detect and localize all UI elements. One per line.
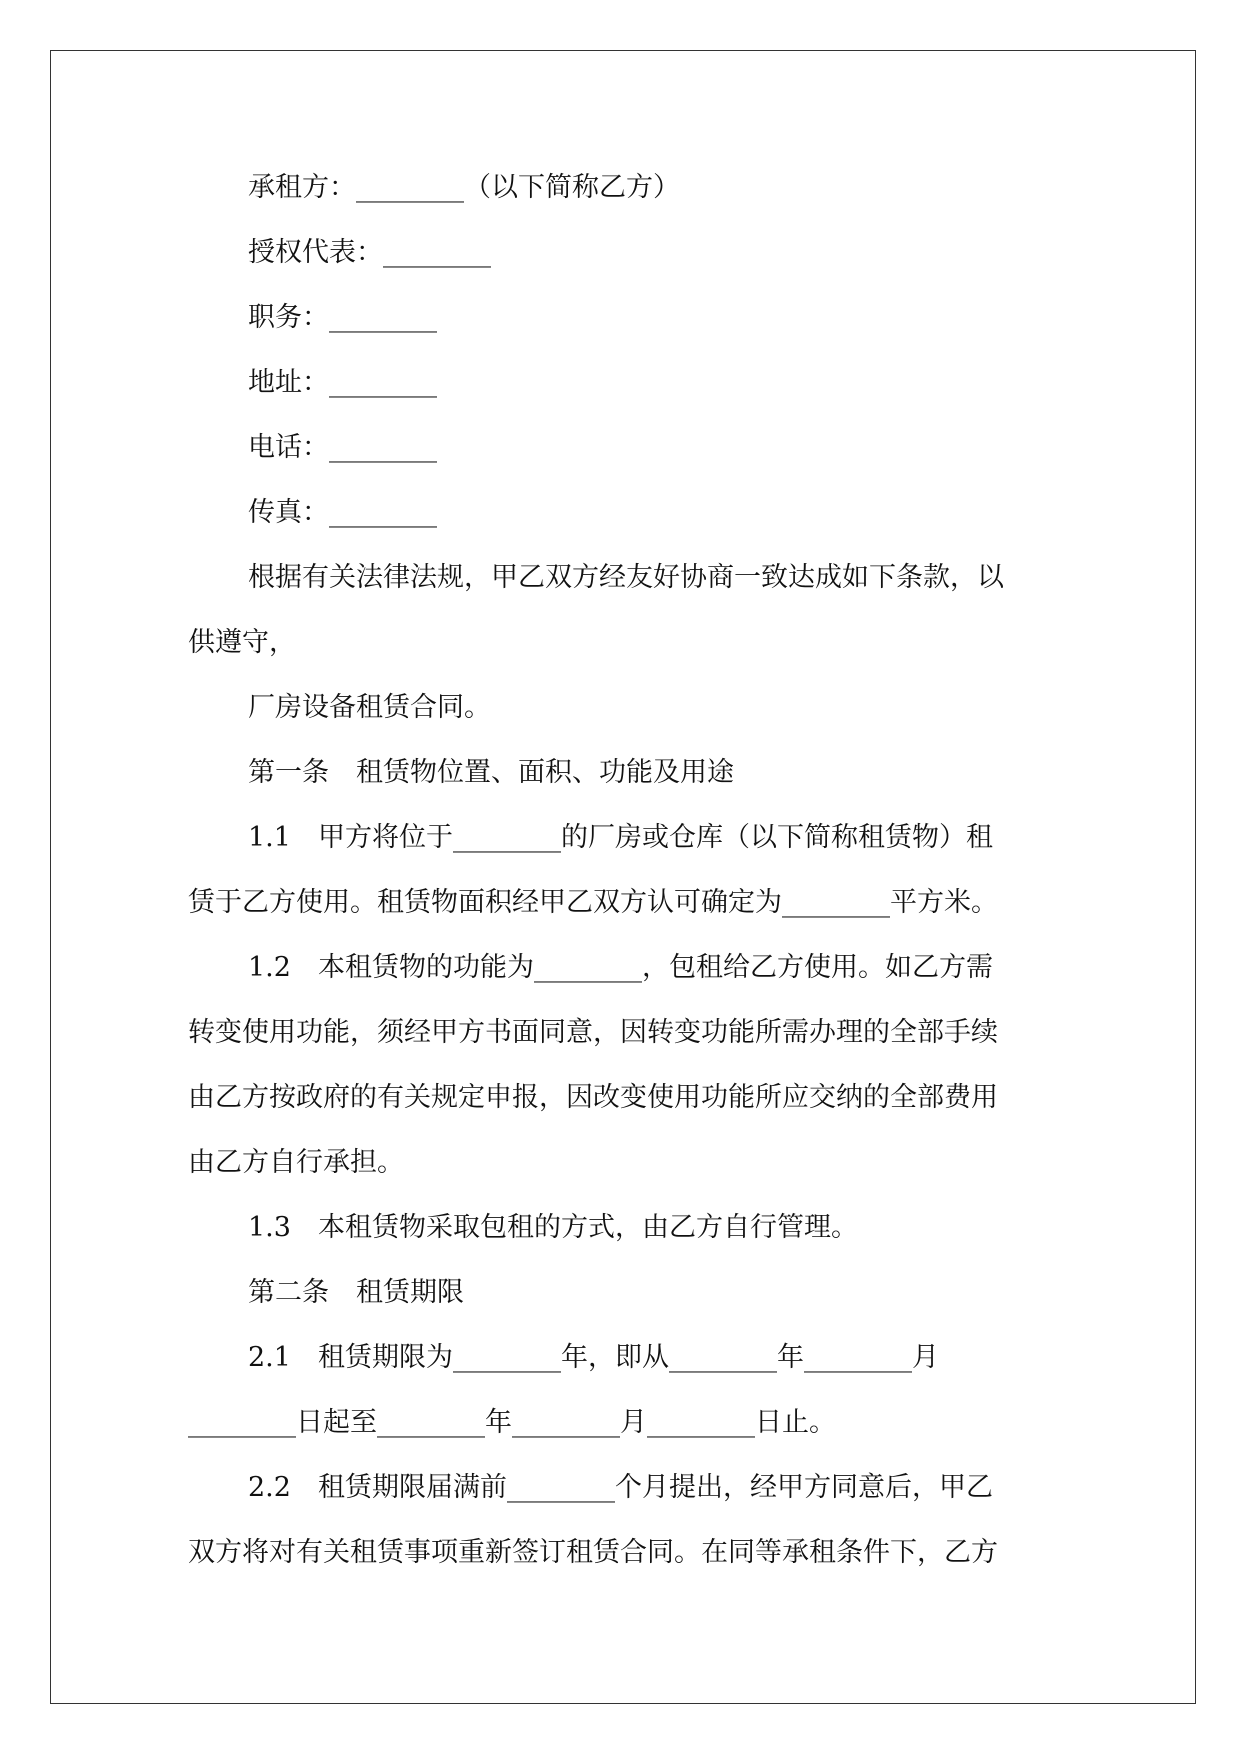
clause-2-1-line-2: ________日起至________年________月________日止。 bbox=[188, 1407, 836, 1438]
phone-line: 电话：________ bbox=[248, 432, 437, 463]
lessee-line: 承租方：________（以下简称乙方） bbox=[248, 172, 680, 203]
authorized-rep-line: 授权代表：________ bbox=[248, 237, 491, 268]
clause-1-1-line-1: 1.1 甲方将位于________的厂房或仓库（以下简称租赁物）租 bbox=[248, 822, 993, 853]
clause-1-3-line: 1.3 本租赁物采取包租的方式，由乙方自行管理。 bbox=[248, 1212, 858, 1243]
article-1-heading: 第一条 租赁物位置、面积、功能及用途 bbox=[248, 757, 734, 788]
clause-2-2-line-1: 2.2 租赁期限届满前________个月提出，经甲方同意后，甲乙 bbox=[248, 1472, 993, 1503]
address-line: 地址：________ bbox=[248, 367, 437, 398]
clause-1-1-line-2: 赁于乙方使用。租赁物面积经甲乙双方认可确定为________平方米。 bbox=[188, 887, 998, 918]
preamble-line-1: 根据有关法律法规，甲乙双方经友好协商一致达成如下条款，以 bbox=[248, 562, 1004, 593]
clause-2-2-line-2: 双方将对有关租赁事项重新签订租赁合同。在同等承租条件下，乙方 bbox=[188, 1537, 998, 1568]
preamble-line-2: 供遵守， bbox=[188, 627, 296, 658]
fax-line: 传真：________ bbox=[248, 497, 437, 528]
clause-2-1-line-1: 2.1 租赁期限为________年，即从________年________月 bbox=[248, 1342, 939, 1373]
article-2-heading: 第二条 租赁期限 bbox=[248, 1277, 464, 1308]
position-line: 职务：________ bbox=[248, 302, 437, 333]
contract-title-line: 厂房设备租赁合同。 bbox=[248, 692, 491, 723]
document-body bbox=[188, 155, 1068, 1585]
clause-1-2-line-3: 由乙方按政府的有关规定申报，因改变使用功能所应交纳的全部费用 bbox=[188, 1082, 998, 1113]
clause-1-2-line-2: 转变使用功能，须经甲方书面同意，因转变功能所需办理的全部手续 bbox=[188, 1017, 998, 1048]
clause-1-2-line-1: 1.2 本租赁物的功能为________，包租给乙方使用。如乙方需 bbox=[248, 952, 993, 983]
clause-1-2-line-4: 由乙方自行承担。 bbox=[188, 1147, 404, 1178]
